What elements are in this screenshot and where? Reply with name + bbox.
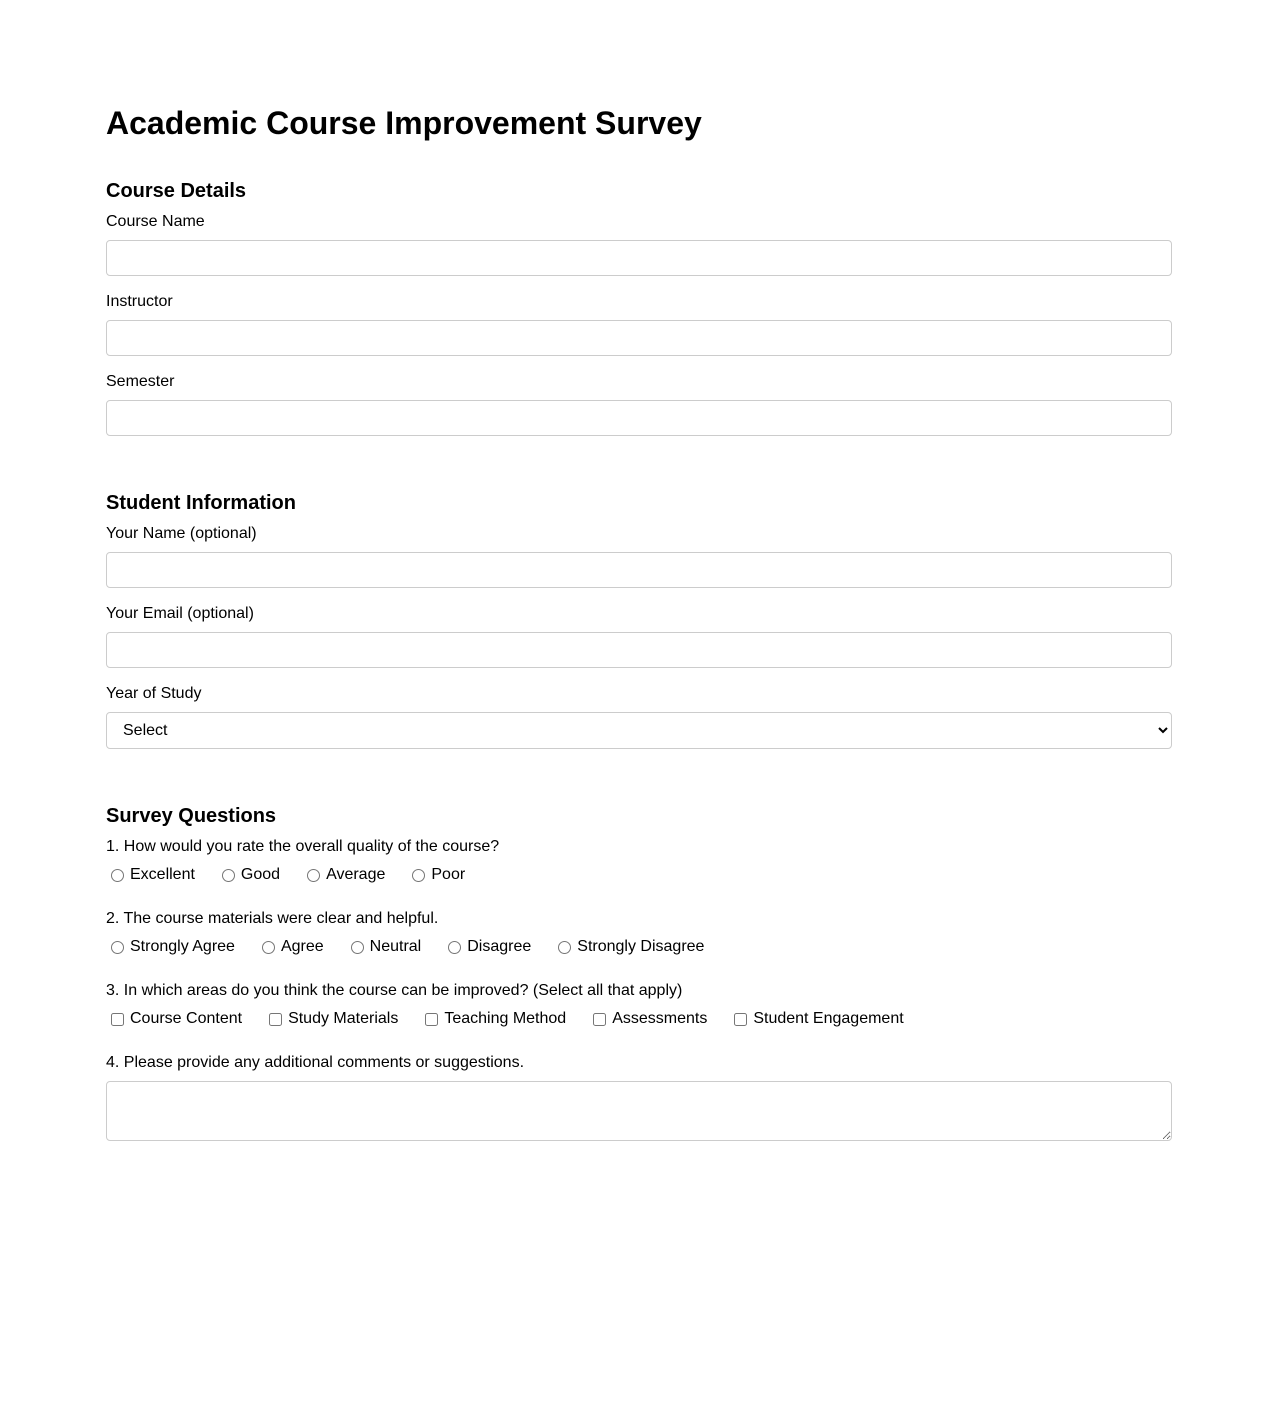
option-label: Poor bbox=[431, 866, 466, 883]
q3-checkbox-course-content[interactable] bbox=[111, 1013, 124, 1026]
course-name-input[interactable] bbox=[106, 240, 1172, 276]
q3-option-teaching-method[interactable] bbox=[420, 1010, 566, 1028]
your-email-label: Your Email (optional) bbox=[106, 605, 254, 622]
q3-checkbox-teaching-method[interactable] bbox=[425, 1013, 438, 1026]
year-of-study-label: Year of Study bbox=[106, 685, 202, 702]
option-label: Agree bbox=[280, 938, 324, 955]
q3-checkbox-student-engagement[interactable] bbox=[734, 1013, 747, 1026]
q3-checkbox-study-materials[interactable] bbox=[269, 1013, 282, 1026]
survey-questions-heading: Survey Questions bbox=[106, 805, 277, 827]
q1-option-poor[interactable] bbox=[407, 866, 465, 884]
student-information-heading: Student Information bbox=[106, 492, 296, 514]
question-1-text: 1. How would you rate the overall quality of the course? bbox=[106, 838, 500, 855]
q1-radio-excellent[interactable] bbox=[111, 869, 124, 882]
q2-radio-strongly-agree[interactable] bbox=[111, 941, 124, 954]
q2-radio-strongly-disagree[interactable] bbox=[558, 941, 571, 954]
question-2-text: 2. The course materials were clear and helpful. bbox=[106, 910, 439, 927]
q1-radio-average[interactable] bbox=[307, 869, 320, 882]
instructor-input[interactable] bbox=[106, 320, 1172, 356]
q2-option-disagree[interactable] bbox=[443, 938, 531, 956]
question-4-text: 4. Please provide any additional comments or suggestions. bbox=[106, 1054, 525, 1071]
course-details-heading: Course Details bbox=[106, 180, 247, 202]
semester-input[interactable] bbox=[106, 400, 1172, 436]
question-2-options bbox=[106, 938, 1172, 956]
option-label: Excellent bbox=[130, 866, 195, 883]
option-label: Disagree bbox=[467, 938, 532, 955]
q3-option-assessments[interactable] bbox=[588, 1010, 707, 1028]
q1-option-excellent[interactable] bbox=[106, 866, 195, 884]
q1-radio-poor[interactable] bbox=[412, 869, 425, 882]
q3-option-study-materials[interactable] bbox=[264, 1010, 398, 1028]
your-name-label: Your Name (optional) bbox=[106, 525, 257, 542]
q3-option-course-content[interactable] bbox=[106, 1010, 242, 1028]
q2-option-agree[interactable] bbox=[257, 938, 324, 956]
your-email-input[interactable] bbox=[106, 632, 1172, 668]
question-1-options bbox=[106, 866, 1172, 884]
q3-option-student-engagement[interactable] bbox=[729, 1010, 903, 1028]
q2-option-neutral[interactable] bbox=[346, 938, 422, 956]
option-label: Average bbox=[326, 866, 386, 883]
semester-label: Semester bbox=[106, 373, 175, 390]
question-3-options bbox=[106, 1010, 1172, 1028]
q2-option-strongly-agree[interactable] bbox=[106, 938, 235, 956]
option-label: Strongly Agree bbox=[130, 938, 235, 955]
q2-radio-neutral[interactable] bbox=[351, 941, 364, 954]
additional-comments-textarea[interactable] bbox=[106, 1081, 1172, 1141]
your-name-input[interactable] bbox=[106, 552, 1172, 588]
q2-radio-agree[interactable] bbox=[262, 941, 275, 954]
q3-checkbox-assessments[interactable] bbox=[593, 1013, 606, 1026]
q1-radio-good[interactable] bbox=[222, 869, 235, 882]
q2-option-strongly-disagree[interactable] bbox=[553, 938, 704, 956]
question-3-text: 3. In which areas do you think the course can be improved? (Select all that apply) bbox=[106, 982, 683, 999]
option-label: Neutral bbox=[369, 938, 422, 955]
course-name-label: Course Name bbox=[106, 213, 205, 230]
page-title: Academic Course Improvement Survey bbox=[106, 105, 702, 141]
instructor-label: Instructor bbox=[106, 293, 173, 310]
option-label: Good bbox=[240, 866, 281, 883]
survey-form bbox=[106, 104, 1172, 1141]
option-label: Teaching Method bbox=[444, 1010, 567, 1027]
option-label: Student Engagement bbox=[753, 1010, 904, 1027]
option-label: Course Content bbox=[130, 1010, 243, 1027]
option-label: Strongly Disagree bbox=[577, 938, 705, 955]
option-label: Assessments bbox=[612, 1010, 708, 1027]
q1-option-good[interactable] bbox=[217, 866, 280, 884]
q2-radio-disagree[interactable] bbox=[448, 941, 461, 954]
year-of-study-select[interactable] bbox=[106, 712, 1172, 749]
q1-option-average[interactable] bbox=[302, 866, 385, 884]
option-label: Study Materials bbox=[288, 1010, 399, 1027]
